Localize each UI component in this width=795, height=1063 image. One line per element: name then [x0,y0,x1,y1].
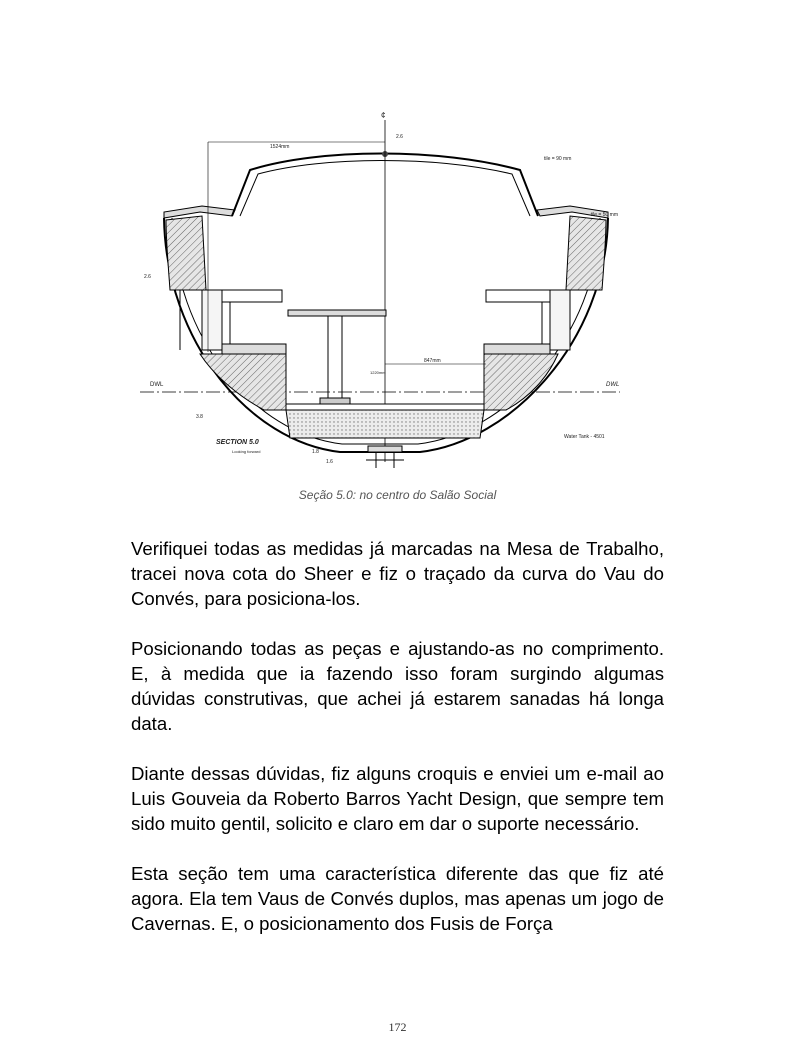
label-side-note: tile = 50 mm [590,212,618,218]
label-small-vert: 1220mm [370,370,386,375]
paragraph: Diante dessas dúvidas, fiz alguns croquis e enviei um e-mail ao Luis Gouveia da Roberto Barros Yacht Design, que sempre tem sido muito gentil, solicito e claro em dar o suporte necessário. [131,763,664,834]
table-leg [328,316,342,402]
label-top-dim: 2.6 [396,134,403,140]
floor [286,404,484,410]
paragraph: Verifiquei todas as medidas já marcadas na Mesa de Trabalho, tracei nova cota do Sheer e fiz o traçado da curva do Vau do Convés, para posiciona-los. [131,538,664,609]
table-top [288,310,386,316]
label-section-title: SECTION 5.0 [216,439,259,446]
label-mid-dim: 847mm [424,358,441,364]
label-section-sub: Looking forward [232,449,261,454]
section-drawing [140,112,620,472]
hull-section-diagram [140,112,620,472]
label-deck-note: tile = 90 mm [544,156,572,162]
label-keel-a: 1.8 [312,449,319,455]
label-right-dwl: DWL [606,382,620,388]
paragraph: Esta seção tem uma característica diferente das que fiz até agora. Ela tem Vaus de Convés duplos, mas apenas um jogo de Cavernas. E, o posicionamento dos Fusis de Força [131,863,664,934]
paragraph: Posicionando todas as peças e ajustando-as no comprimento. E, à medida que ia fazendo isso foram surgindo algumas dúvidas construtivas, que achei já estarem sanadas há longa data. [131,638,664,734]
label-centerline: ¢ [381,112,386,120]
label-left-small: 2.6 [144,274,151,280]
water-tank [286,410,484,438]
label-keel-b: 1.6 [326,459,333,465]
label-left-dim: 1524mm [270,144,290,150]
label-water-note: Water Tank - 4501 [564,434,605,440]
page-number: 172 [388,1020,407,1034]
body-text [131,536,664,961]
label-bottom-left: 3.8 [196,414,203,420]
label-left-dwl: DWL [150,382,164,388]
figure-caption: Seção 5.0: no centro do Salão Social [298,488,497,502]
